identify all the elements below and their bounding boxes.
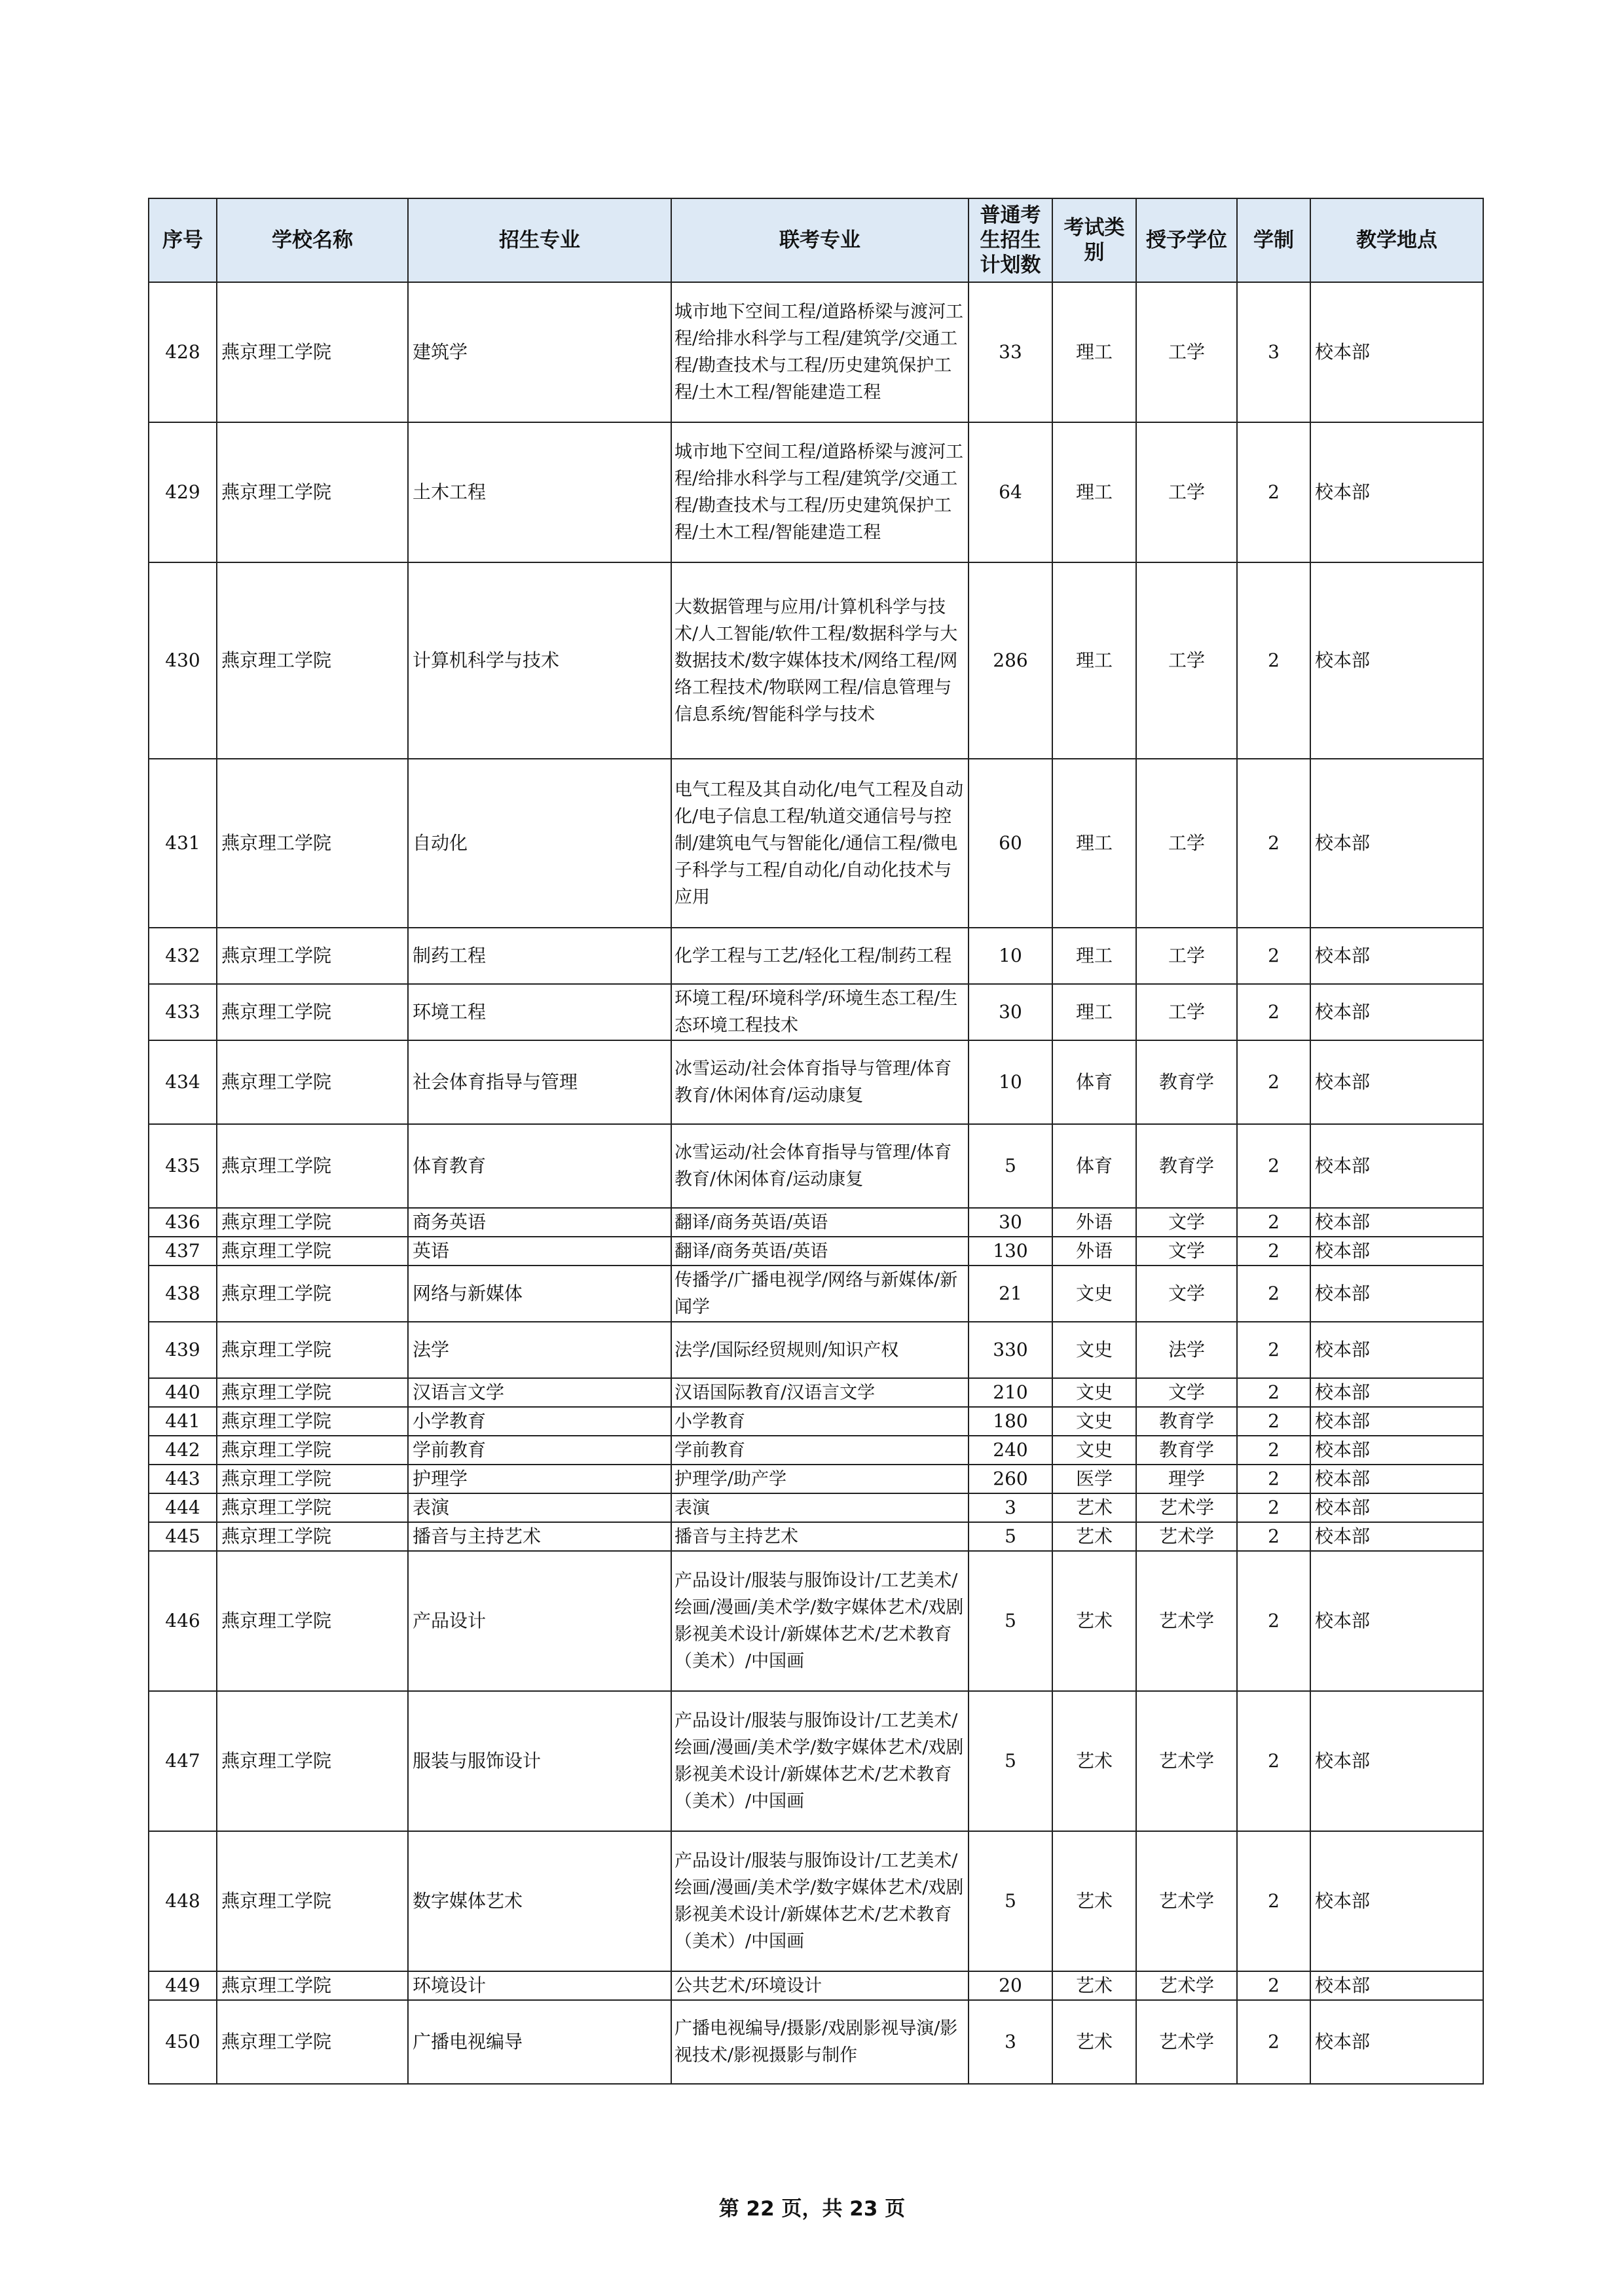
table-row (149, 759, 1483, 928)
school-name-cell: 燕京理工学院 (217, 422, 408, 562)
row-number-cell: 438 (149, 1266, 217, 1322)
location-cell: 校本部 (1310, 1378, 1483, 1407)
school-name-cell: 燕京理工学院 (217, 1436, 408, 1465)
exam-category-cell: 外语 (1052, 1208, 1136, 1237)
row-number-cell: 445 (149, 1522, 217, 1551)
header-category: 考试类别 (1052, 198, 1136, 282)
header-degree: 授予学位 (1136, 198, 1237, 282)
exam-category-cell: 理工 (1052, 422, 1136, 562)
school-name-cell: 燕京理工学院 (217, 1237, 408, 1266)
location-cell: 校本部 (1310, 1040, 1483, 1124)
degree-cell: 教育学 (1136, 1407, 1237, 1436)
table-row (149, 1691, 1483, 1831)
school-name-cell: 燕京理工学院 (217, 1266, 408, 1322)
row-number-cell: 443 (149, 1465, 217, 1493)
header-school: 学校名称 (217, 198, 408, 282)
degree-cell: 工学 (1136, 928, 1237, 984)
table-row (149, 1124, 1483, 1208)
school-name-cell: 燕京理工学院 (217, 1493, 408, 1522)
header-plan: 普通考生招生计划数 (969, 198, 1052, 282)
location-cell: 校本部 (1310, 1493, 1483, 1522)
row-number-cell: 446 (149, 1551, 217, 1691)
exam-major-cell: 产品设计/服装与服饰设计/工艺美术/绘画/漫画/美术学/数字媒体艺术/戏剧影视美术设计/新媒体艺术/艺术教育（美术）/中国画 (671, 1831, 969, 1971)
plan-count-cell: 10 (969, 928, 1052, 984)
exam-major-cell: 翻译/商务英语/英语 (671, 1237, 969, 1266)
plan-count-cell: 60 (969, 759, 1052, 928)
table-row (149, 282, 1483, 422)
exam-major-cell: 化学工程与工艺/轻化工程/制药工程 (671, 928, 969, 984)
exam-category-cell: 艺术 (1052, 1971, 1136, 2000)
study-years-cell: 2 (1237, 1040, 1310, 1124)
major-name-cell: 英语 (408, 1237, 671, 1266)
row-number-cell: 444 (149, 1493, 217, 1522)
degree-cell: 艺术学 (1136, 1493, 1237, 1522)
school-name-cell: 燕京理工学院 (217, 2000, 408, 2084)
row-number-cell: 440 (149, 1378, 217, 1407)
location-cell: 校本部 (1310, 1831, 1483, 1971)
major-name-cell: 学前教育 (408, 1436, 671, 1465)
header-no: 序号 (149, 198, 217, 282)
exam-major-cell: 学前教育 (671, 1436, 969, 1465)
degree-cell: 理学 (1136, 1465, 1237, 1493)
exam-category-cell: 体育 (1052, 1040, 1136, 1124)
row-number-cell: 447 (149, 1691, 217, 1831)
row-number-cell: 434 (149, 1040, 217, 1124)
location-cell: 校本部 (1310, 1266, 1483, 1322)
table-row (149, 1436, 1483, 1465)
degree-cell: 工学 (1136, 282, 1237, 422)
row-number-cell: 435 (149, 1124, 217, 1208)
table-row (149, 1378, 1483, 1407)
school-name-cell: 燕京理工学院 (217, 282, 408, 422)
plan-count-cell: 20 (969, 1971, 1052, 2000)
row-number-cell: 448 (149, 1831, 217, 1971)
exam-major-cell: 汉语国际教育/汉语言文学 (671, 1378, 969, 1407)
degree-cell: 教育学 (1136, 1040, 1237, 1124)
header-years: 学制 (1237, 198, 1310, 282)
plan-count-cell: 21 (969, 1266, 1052, 1322)
location-cell: 校本部 (1310, 759, 1483, 928)
exam-category-cell: 艺术 (1052, 1551, 1136, 1691)
school-name-cell: 燕京理工学院 (217, 1551, 408, 1691)
plan-count-cell: 5 (969, 1831, 1052, 1971)
exam-major-cell: 传播学/广播电视学/网络与新媒体/新闻学 (671, 1266, 969, 1322)
degree-cell: 工学 (1136, 562, 1237, 759)
major-name-cell: 播音与主持艺术 (408, 1522, 671, 1551)
degree-cell: 法学 (1136, 1322, 1237, 1378)
study-years-cell: 2 (1237, 562, 1310, 759)
plan-count-cell: 260 (969, 1465, 1052, 1493)
row-number-cell: 436 (149, 1208, 217, 1237)
plan-count-cell: 33 (969, 282, 1052, 422)
school-name-cell: 燕京理工学院 (217, 1378, 408, 1407)
location-cell: 校本部 (1310, 1522, 1483, 1551)
study-years-cell: 2 (1237, 2000, 1310, 2084)
school-name-cell: 燕京理工学院 (217, 759, 408, 928)
degree-cell: 艺术学 (1136, 2000, 1237, 2084)
row-number-cell: 429 (149, 422, 217, 562)
school-name-cell: 燕京理工学院 (217, 928, 408, 984)
exam-major-cell: 冰雪运动/社会体育指导与管理/体育教育/休闲体育/运动康复 (671, 1124, 969, 1208)
plan-count-cell: 130 (969, 1237, 1052, 1266)
study-years-cell: 2 (1237, 928, 1310, 984)
study-years-cell: 2 (1237, 1551, 1310, 1691)
major-name-cell: 环境工程 (408, 984, 671, 1040)
exam-major-cell: 产品设计/服装与服饰设计/工艺美术/绘画/漫画/美术学/数字媒体艺术/戏剧影视美术设计/新媒体艺术/艺术教育（美术）/中国画 (671, 1551, 969, 1691)
degree-cell: 艺术学 (1136, 1971, 1237, 2000)
location-cell: 校本部 (1310, 1436, 1483, 1465)
degree-cell: 文学 (1136, 1237, 1237, 1266)
degree-cell: 艺术学 (1136, 1522, 1237, 1551)
row-number-cell: 449 (149, 1971, 217, 2000)
exam-major-cell: 表演 (671, 1493, 969, 1522)
study-years-cell: 2 (1237, 1407, 1310, 1436)
degree-cell: 工学 (1136, 759, 1237, 928)
school-name-cell: 燕京理工学院 (217, 1124, 408, 1208)
study-years-cell: 2 (1237, 984, 1310, 1040)
degree-cell: 教育学 (1136, 1436, 1237, 1465)
plan-count-cell: 180 (969, 1407, 1052, 1436)
table-row (149, 2000, 1483, 2084)
plan-count-cell: 5 (969, 1551, 1052, 1691)
major-name-cell: 自动化 (408, 759, 671, 928)
study-years-cell: 2 (1237, 1124, 1310, 1208)
school-name-cell: 燕京理工学院 (217, 1465, 408, 1493)
exam-category-cell: 文史 (1052, 1266, 1136, 1322)
study-years-cell: 2 (1237, 1322, 1310, 1378)
major-name-cell: 产品设计 (408, 1551, 671, 1691)
row-number-cell: 441 (149, 1407, 217, 1436)
major-name-cell: 体育教育 (408, 1124, 671, 1208)
major-name-cell: 土木工程 (408, 422, 671, 562)
exam-major-cell: 城市地下空间工程/道路桥梁与渡河工程/给排水科学与工程/建筑学/交通工程/勘查技术与工程/历史建筑保护工程/土木工程/智能建造工程 (671, 282, 969, 422)
location-cell: 校本部 (1310, 1691, 1483, 1831)
major-name-cell: 建筑学 (408, 282, 671, 422)
page-footer: 第 22 页，共 23 页 (718, 2197, 906, 2221)
school-name-cell: 燕京理工学院 (217, 1691, 408, 1831)
exam-major-cell: 法学/国际经贸规则/知识产权 (671, 1322, 969, 1378)
table-row (149, 1322, 1483, 1378)
exam-category-cell: 艺术 (1052, 1522, 1136, 1551)
exam-category-cell: 艺术 (1052, 2000, 1136, 2084)
major-name-cell: 广播电视编导 (408, 2000, 671, 2084)
study-years-cell: 2 (1237, 1465, 1310, 1493)
plan-count-cell: 5 (969, 1124, 1052, 1208)
exam-category-cell: 文史 (1052, 1407, 1136, 1436)
degree-cell: 文学 (1136, 1266, 1237, 1322)
study-years-cell: 2 (1237, 1378, 1310, 1407)
exam-major-cell: 城市地下空间工程/道路桥梁与渡河工程/给排水科学与工程/建筑学/交通工程/勘查技术与工程/历史建筑保护工程/土木工程/智能建造工程 (671, 422, 969, 562)
exam-category-cell: 医学 (1052, 1465, 1136, 1493)
table-row (149, 1551, 1483, 1691)
school-name-cell: 燕京理工学院 (217, 1407, 408, 1436)
table-row (149, 928, 1483, 984)
exam-category-cell: 体育 (1052, 1124, 1136, 1208)
major-name-cell: 表演 (408, 1493, 671, 1522)
study-years-cell: 2 (1237, 1237, 1310, 1266)
header-row (149, 198, 1483, 282)
major-name-cell: 网络与新媒体 (408, 1266, 671, 1322)
row-number-cell: 430 (149, 562, 217, 759)
plan-count-cell: 240 (969, 1436, 1052, 1465)
degree-cell: 工学 (1136, 422, 1237, 562)
table-row (149, 1522, 1483, 1551)
exam-major-cell: 冰雪运动/社会体育指导与管理/体育教育/休闲体育/运动康复 (671, 1040, 969, 1124)
exam-major-cell: 环境工程/环境科学/环境生态工程/生态环境工程技术 (671, 984, 969, 1040)
row-number-cell: 439 (149, 1322, 217, 1378)
row-number-cell: 432 (149, 928, 217, 984)
exam-major-cell: 广播电视编导/摄影/戏剧影视导演/影视技术/影视摄影与制作 (671, 2000, 969, 2084)
study-years-cell: 2 (1237, 422, 1310, 562)
row-number-cell: 442 (149, 1436, 217, 1465)
study-years-cell: 2 (1237, 1522, 1310, 1551)
table-row (149, 1831, 1483, 1971)
table-body (149, 282, 1483, 2084)
exam-major-cell: 播音与主持艺术 (671, 1522, 969, 1551)
plan-count-cell: 64 (969, 422, 1052, 562)
row-number-cell: 433 (149, 984, 217, 1040)
school-name-cell: 燕京理工学院 (217, 1971, 408, 2000)
row-number-cell: 437 (149, 1237, 217, 1266)
plan-count-cell: 330 (969, 1322, 1052, 1378)
table-row (149, 1971, 1483, 2000)
degree-cell: 艺术学 (1136, 1831, 1237, 1971)
plan-count-cell: 30 (969, 984, 1052, 1040)
table-row (149, 1493, 1483, 1522)
location-cell: 校本部 (1310, 1971, 1483, 2000)
plan-count-cell: 30 (969, 1208, 1052, 1237)
degree-cell: 艺术学 (1136, 1551, 1237, 1691)
location-cell: 校本部 (1310, 562, 1483, 759)
row-number-cell: 450 (149, 2000, 217, 2084)
location-cell: 校本部 (1310, 422, 1483, 562)
exam-category-cell: 外语 (1052, 1237, 1136, 1266)
study-years-cell: 2 (1237, 759, 1310, 928)
plan-count-cell: 5 (969, 1522, 1052, 1551)
exam-major-cell: 翻译/商务英语/英语 (671, 1208, 969, 1237)
school-name-cell: 燕京理工学院 (217, 1831, 408, 1971)
table-row (149, 422, 1483, 562)
school-name-cell: 燕京理工学院 (217, 1040, 408, 1124)
table-row (149, 1208, 1483, 1237)
study-years-cell: 3 (1237, 282, 1310, 422)
row-number-cell: 428 (149, 282, 217, 422)
location-cell: 校本部 (1310, 282, 1483, 422)
exam-category-cell: 理工 (1052, 759, 1136, 928)
exam-category-cell: 文史 (1052, 1436, 1136, 1465)
major-name-cell: 数字媒体艺术 (408, 1831, 671, 1971)
study-years-cell: 2 (1237, 1266, 1310, 1322)
major-name-cell: 社会体育指导与管理 (408, 1040, 671, 1124)
study-years-cell: 2 (1237, 1493, 1310, 1522)
location-cell: 校本部 (1310, 1551, 1483, 1691)
school-name-cell: 燕京理工学院 (217, 1522, 408, 1551)
school-name-cell: 燕京理工学院 (217, 1208, 408, 1237)
table-row (149, 1266, 1483, 1322)
major-name-cell: 汉语言文学 (408, 1378, 671, 1407)
table-row (149, 1407, 1483, 1436)
table-row (149, 1040, 1483, 1124)
major-name-cell: 商务英语 (408, 1208, 671, 1237)
study-years-cell: 2 (1237, 1831, 1310, 1971)
plan-count-cell: 10 (969, 1040, 1052, 1124)
location-cell: 校本部 (1310, 1237, 1483, 1266)
exam-category-cell: 文史 (1052, 1378, 1136, 1407)
major-name-cell: 计算机科学与技术 (408, 562, 671, 759)
plan-count-cell: 3 (969, 2000, 1052, 2084)
degree-cell: 文学 (1136, 1378, 1237, 1407)
location-cell: 校本部 (1310, 1465, 1483, 1493)
plan-count-cell: 286 (969, 562, 1052, 759)
location-cell: 校本部 (1310, 984, 1483, 1040)
degree-cell: 工学 (1136, 984, 1237, 1040)
header-location: 教学地点 (1310, 198, 1483, 282)
study-years-cell: 2 (1237, 1436, 1310, 1465)
header-major: 招生专业 (408, 198, 671, 282)
study-years-cell: 2 (1237, 1208, 1310, 1237)
major-name-cell: 服装与服饰设计 (408, 1691, 671, 1831)
exam-category-cell: 理工 (1052, 282, 1136, 422)
degree-cell: 文学 (1136, 1208, 1237, 1237)
exam-major-cell: 小学教育 (671, 1407, 969, 1436)
plan-count-cell: 5 (969, 1691, 1052, 1831)
major-name-cell: 护理学 (408, 1465, 671, 1493)
admission-plan-table (148, 198, 1484, 2085)
exam-category-cell: 文史 (1052, 1322, 1136, 1378)
table-row (149, 562, 1483, 759)
exam-category-cell: 艺术 (1052, 1691, 1136, 1831)
study-years-cell: 2 (1237, 1691, 1310, 1831)
school-name-cell: 燕京理工学院 (217, 984, 408, 1040)
exam-category-cell: 艺术 (1052, 1493, 1136, 1522)
exam-major-cell: 产品设计/服装与服饰设计/工艺美术/绘画/漫画/美术学/数字媒体艺术/戏剧影视美术设计/新媒体艺术/艺术教育（美术）/中国画 (671, 1691, 969, 1831)
row-number-cell: 431 (149, 759, 217, 928)
header-exam-major: 联考专业 (671, 198, 969, 282)
exam-category-cell: 理工 (1052, 984, 1136, 1040)
plan-count-cell: 3 (969, 1493, 1052, 1522)
location-cell: 校本部 (1310, 1322, 1483, 1378)
exam-category-cell: 理工 (1052, 928, 1136, 984)
table-row (149, 1237, 1483, 1266)
major-name-cell: 环境设计 (408, 1971, 671, 2000)
location-cell: 校本部 (1310, 928, 1483, 984)
location-cell: 校本部 (1310, 2000, 1483, 2084)
location-cell: 校本部 (1310, 1208, 1483, 1237)
exam-major-cell: 护理学/助产学 (671, 1465, 969, 1493)
major-name-cell: 法学 (408, 1322, 671, 1378)
school-name-cell: 燕京理工学院 (217, 1322, 408, 1378)
exam-major-cell: 公共艺术/环境设计 (671, 1971, 969, 2000)
exam-category-cell: 理工 (1052, 562, 1136, 759)
plan-count-cell: 210 (969, 1378, 1052, 1407)
school-name-cell: 燕京理工学院 (217, 562, 408, 759)
table-row (149, 984, 1483, 1040)
major-name-cell: 制药工程 (408, 928, 671, 984)
exam-category-cell: 艺术 (1052, 1831, 1136, 1971)
exam-major-cell: 电气工程及其自动化/电气工程及自动化/电子信息工程/轨道交通信号与控制/建筑电气与智能化/通信工程/微电子科学与工程/自动化/自动化技术与应用 (671, 759, 969, 928)
exam-major-cell: 大数据管理与应用/计算机科学与技术/人工智能/软件工程/数据科学与大数据技术/数字媒体技术/网络工程/网络工程技术/物联网工程/信息管理与信息系统/智能科学与技术 (671, 562, 969, 759)
degree-cell: 教育学 (1136, 1124, 1237, 1208)
table-row (149, 1465, 1483, 1493)
location-cell: 校本部 (1310, 1124, 1483, 1208)
degree-cell: 艺术学 (1136, 1691, 1237, 1831)
location-cell: 校本部 (1310, 1407, 1483, 1436)
major-name-cell: 小学教育 (408, 1407, 671, 1436)
study-years-cell: 2 (1237, 1971, 1310, 2000)
